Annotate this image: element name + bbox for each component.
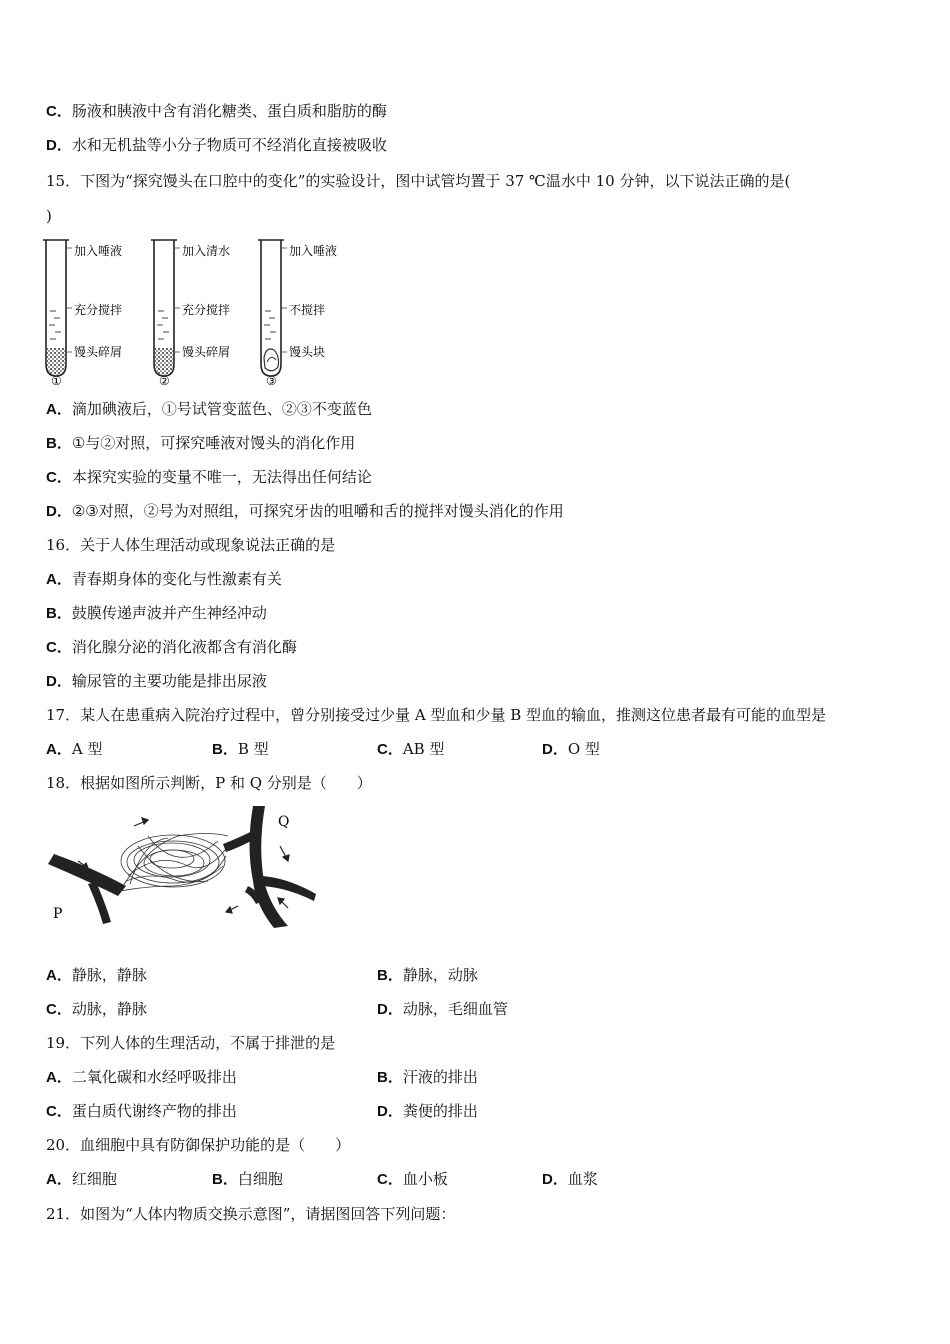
option-label: A． [46, 741, 72, 758]
option-label: D． [46, 673, 72, 690]
test-tube-diagram [42, 236, 362, 386]
tube-1-mid-label: 充分搅拌 [74, 303, 123, 317]
tube-1-top-label: 加入唾液 [74, 244, 123, 258]
option-text: O 型 [567, 740, 600, 758]
option-text: 白细胞 [237, 1170, 283, 1188]
q16-option-b [46, 603, 267, 624]
tube-3-bottom-label: 馒头块 [289, 345, 326, 359]
option-text: AB 型 [402, 740, 445, 758]
option-text: 青春期身体的变化与性激素有关 [71, 570, 282, 588]
option-label: A． [46, 1171, 72, 1188]
tube-3-number: ③ [266, 374, 277, 386]
option-label: A． [46, 967, 72, 984]
tube-3-mid-label: 不搅拌 [289, 303, 326, 317]
option-label: A． [46, 1069, 72, 1086]
q19-option-c [46, 1101, 237, 1122]
q20-stem: 20．血细胞中具有防御保护功能的是（ ） [46, 1136, 351, 1154]
option-label: B． [377, 1069, 403, 1086]
q19-stem: 19．下列人体的生理活动，不属于排泄的是 [46, 1034, 336, 1052]
q21-stem: 21．如图为“人体内物质交换示意图”，请据图回答下列问题： [46, 1205, 456, 1223]
tube-2-number: ② [159, 374, 170, 386]
option-label: C． [46, 1103, 72, 1120]
option-label: C． [377, 1171, 403, 1188]
option-label: D． [377, 1103, 403, 1120]
tube-2-mid-label: 充分搅拌 [182, 303, 231, 317]
option-text: 粪便的排出 [402, 1102, 478, 1120]
q14-option-d [46, 135, 387, 156]
q16-option-d [46, 671, 267, 692]
q14-option-c [46, 101, 387, 122]
option-label: D． [542, 741, 568, 758]
option-text: 静脉，动脉 [402, 966, 478, 984]
q15-option-d [46, 501, 564, 522]
option-text: A 型 [71, 740, 103, 758]
tube-2 [151, 240, 180, 376]
option-text: 鼓膜传递声波并产生神经冲动 [71, 604, 267, 622]
q18-stem: 18．根据如图所示判断，P 和 Q 分别是（ ） [46, 774, 372, 792]
option-label: D． [377, 1001, 403, 1018]
option-label: C． [46, 1001, 72, 1018]
tube-1-number: ① [51, 374, 62, 386]
tube-1-bottom-label: 馒头碎屑 [74, 345, 123, 359]
option-label: C． [46, 469, 72, 486]
q17-stem: 17．某人在患重病入院治疗过程中，曾分别接受过少量 A 型血和少量 B 型血的输血，推测这位患者最有可能的血型是 [46, 706, 827, 724]
q17-option-c [377, 739, 444, 760]
option-text: 滴加碘液后，①号试管变蓝色、②③不变蓝色 [71, 400, 372, 418]
q19-option-d [377, 1101, 478, 1122]
q18-option-a [46, 965, 147, 986]
option-text: 水和无机盐等小分子物质可不经消化直接被吸收 [71, 136, 387, 154]
q20-option-c [377, 1169, 448, 1190]
option-text: 静脉，静脉 [71, 966, 147, 984]
tube-1 [43, 240, 72, 376]
capillary-network [120, 834, 228, 892]
option-label: C． [46, 639, 72, 656]
option-text: 二氧化碳和水经呼吸排出 [71, 1068, 237, 1086]
option-text: B 型 [237, 740, 269, 758]
q17-option-d [542, 739, 600, 760]
blood-vessel-diagram [48, 806, 323, 931]
option-text: 动脉，静脉 [71, 1000, 147, 1018]
option-label: D． [542, 1171, 568, 1188]
q20-option-d [542, 1169, 598, 1190]
option-label: D． [46, 503, 72, 520]
q20-option-b [212, 1169, 283, 1190]
tube-3 [258, 240, 287, 376]
option-label: A． [46, 401, 72, 418]
option-label: B． [377, 967, 403, 984]
q15-option-c [46, 467, 372, 488]
tube-3-top-label: 加入唾液 [289, 244, 338, 258]
q17-option-a [46, 739, 102, 760]
q15-option-b [46, 433, 355, 454]
option-text: 血小板 [402, 1170, 448, 1188]
option-text: 输尿管的主要功能是排出尿液 [71, 672, 267, 690]
option-label: B． [46, 435, 72, 452]
option-text: ①与②对照，可探究唾液对馒头的消化作用 [71, 434, 356, 452]
label-q: Q [278, 814, 290, 830]
option-text: 血浆 [567, 1170, 598, 1188]
option-label: A． [46, 571, 72, 588]
option-text: 肠液和胰液中含有消化糖类、蛋白质和脂肪的酶 [71, 102, 387, 120]
q16-stem: 16．关于人体生理活动或现象说法正确的是 [46, 536, 336, 554]
option-text: ②③对照，②号为对照组，可探究牙齿的咀嚼和舌的搅拌对馒头消化的作用 [71, 502, 564, 520]
option-label: C． [46, 103, 72, 120]
q15-stem: 15．下图为“探究馒头在口腔中的变化”的实验设计，图中试管均置于 37 ℃温水中 10 分钟，以下说法正确的是( [46, 172, 791, 190]
option-text: 消化腺分泌的消化液都含有消化酶 [71, 638, 297, 656]
q15-option-a [46, 399, 372, 420]
option-text: 本探究实验的变量不唯一，无法得出任何结论 [71, 468, 372, 486]
option-label: B． [46, 605, 72, 622]
label-p: P [53, 906, 63, 922]
q16-option-c [46, 637, 297, 658]
q18-option-b [377, 965, 478, 986]
q19-option-a [46, 1067, 237, 1088]
q18-option-c [46, 999, 147, 1020]
tube-2-top-label: 加入清水 [182, 244, 231, 258]
option-text: 红细胞 [71, 1170, 117, 1188]
tube-2-bottom-label: 馒头碎屑 [182, 345, 231, 359]
option-text: 蛋白质代谢终产物的排出 [71, 1102, 237, 1120]
option-label: D． [46, 137, 72, 154]
option-label: B． [212, 741, 238, 758]
option-label: B． [212, 1171, 238, 1188]
q19-option-b [377, 1067, 478, 1088]
q20-option-a [46, 1169, 117, 1190]
q16-option-a [46, 569, 282, 590]
q18-option-d [377, 999, 508, 1020]
option-text: 汗液的排出 [402, 1068, 478, 1086]
option-text: 动脉，毛细血管 [402, 1000, 508, 1018]
q17-option-b [212, 739, 269, 760]
option-label: C． [377, 741, 403, 758]
q15-stem-end: ) [46, 207, 52, 225]
